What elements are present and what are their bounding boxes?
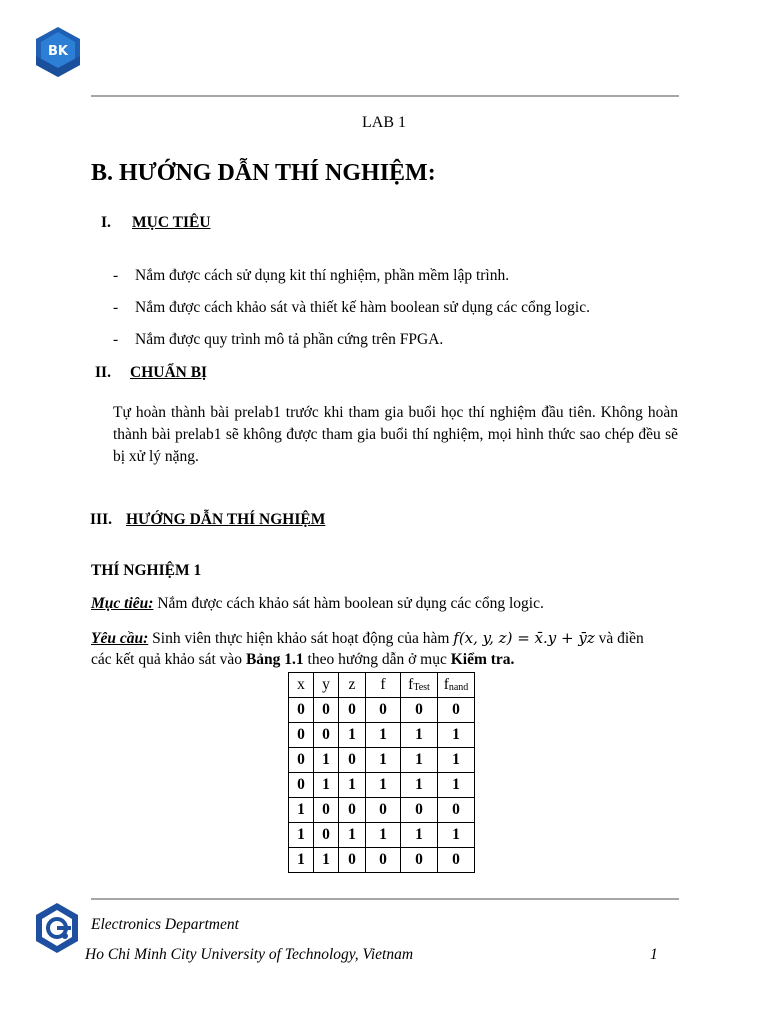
section-number: II. [95, 364, 111, 381]
column-header-fnand [438, 673, 475, 698]
table-cell: 1 [289, 823, 314, 848]
list-item-text: Nắm được cách sử dụng kit thí nghiệm, phần mềm lập trình. [135, 267, 510, 284]
table-row [289, 798, 475, 823]
main-heading: B. HƯỚNG DẪN THÍ NGHIỆM: [91, 160, 436, 186]
list-item [113, 267, 509, 285]
page-number: 1 [650, 946, 658, 963]
table-cell: 0 [339, 798, 366, 823]
table-cell: 1 [401, 748, 438, 773]
table-cell: 0 [401, 698, 438, 723]
list-item [113, 331, 443, 349]
table-cell: 1 [366, 823, 401, 848]
table-row [289, 823, 475, 848]
column-header-x: x [289, 673, 314, 698]
table-cell: 0 [366, 848, 401, 873]
boolean-formula: f(x, y, z) = x̄.y + ȳz [453, 629, 595, 647]
table-cell: 1 [366, 748, 401, 773]
table-cell: 1 [401, 773, 438, 798]
table-cell: 0 [314, 798, 339, 823]
column-header-ftest [401, 673, 438, 698]
column-header-f: f [366, 673, 401, 698]
department-logo [34, 902, 80, 954]
table-cell: 1 [314, 748, 339, 773]
column-header-y: y [314, 673, 339, 698]
table-cell: 1 [438, 723, 475, 748]
table-cell: 0 [438, 848, 475, 873]
table-cell: 0 [289, 698, 314, 723]
section-title: MỤC TIÊU [132, 214, 211, 231]
header-divider [91, 95, 679, 97]
table-row [289, 748, 475, 773]
requirement-text: theo hướng dẫn ở mục [303, 651, 451, 668]
header-subscript: nand [448, 682, 469, 693]
requirement-label: Yêu cầu: [91, 630, 149, 647]
table-cell: 1 [366, 723, 401, 748]
footer-university: Ho Chi Minh City University of Technology, Vietnam [85, 946, 414, 963]
table-cell: 1 [339, 723, 366, 748]
table-cell: 1 [438, 748, 475, 773]
header-base: f [408, 676, 414, 693]
bullet-dash: - [113, 299, 119, 316]
table-row [289, 848, 475, 873]
table-cell: 1 [438, 773, 475, 798]
section-number: I. [101, 214, 111, 231]
requirement-text: các kết quả khảo sát vào [91, 651, 246, 668]
table-cell: 1 [339, 773, 366, 798]
table-cell: 1 [314, 848, 339, 873]
table-cell: 1 [366, 773, 401, 798]
requirement-line-2 [91, 651, 514, 669]
table-cell: 0 [438, 798, 475, 823]
bullet-dash: - [113, 331, 119, 348]
table-cell: 1 [339, 823, 366, 848]
table-cell: 1 [289, 848, 314, 873]
footer-divider [91, 898, 679, 900]
list-item [113, 299, 590, 317]
logo-text: BK [48, 44, 68, 59]
column-header-z: z [339, 673, 366, 698]
section-instructions-heading [90, 511, 325, 529]
section-number: III. [90, 511, 112, 528]
requirement-line [91, 629, 711, 648]
header-subscript: Test [413, 682, 430, 693]
experiment-title: THÍ NGHIỆM 1 [91, 562, 202, 579]
table-row [289, 698, 475, 723]
table-cell: 0 [314, 698, 339, 723]
table-reference: Bảng 1.1 [245, 651, 304, 668]
header-base: f [443, 676, 449, 693]
requirement-text: Sinh viên thực hiện khảo sát hoạt động của hàm [148, 630, 454, 647]
table-cell: 0 [289, 773, 314, 798]
list-item-text: Nắm được cách khảo sát và thiết kế hàm boolean sử dụng các cổng logic. [135, 299, 590, 316]
table-cell: 0 [314, 723, 339, 748]
truth-table [288, 672, 475, 873]
table-cell: 1 [401, 823, 438, 848]
table-header-row [289, 673, 475, 698]
table-cell: 0 [339, 698, 366, 723]
list-item-text: Nắm được quy trình mô tả phần cứng trên FPGA. [135, 331, 444, 348]
section-objectives-heading [101, 214, 211, 232]
check-reference: Kiểm tra. [450, 651, 515, 668]
lab-title: LAB 1 [362, 114, 406, 131]
table-row [289, 773, 475, 798]
table-cell: 0 [401, 798, 438, 823]
table-cell: 0 [314, 823, 339, 848]
objective-line [91, 595, 544, 613]
bullet-dash: - [113, 267, 119, 284]
table-cell: 1 [314, 773, 339, 798]
objective-text: Nắm được cách khảo sát hàm boolean sử dụng các cổng logic. [153, 595, 544, 612]
objective-label: Mục tiêu: [91, 595, 154, 612]
table-cell: 1 [438, 823, 475, 848]
table-row [289, 723, 475, 748]
preparation-paragraph: Tự hoàn thành bài prelab1 trước khi tham gia buổi học thí nghiệm đầu tiên. Không hoàn thành bài prelab1 sẽ không được tham gia buổi thí nghiệm, mọi hình thức sao chép đều sẽ bị xử lý nặng. [113, 404, 678, 465]
table-cell: 0 [289, 748, 314, 773]
table-cell: 0 [339, 748, 366, 773]
section-preparation-heading [95, 364, 207, 382]
table-cell: 0 [366, 698, 401, 723]
section-title: CHUẨN BỊ [130, 364, 208, 381]
table-cell: 0 [289, 723, 314, 748]
table-cell: 0 [339, 848, 366, 873]
table-cell: 1 [401, 723, 438, 748]
section-title: HƯỚNG DẪN THÍ NGHIỆM [126, 511, 326, 528]
university-logo [33, 26, 83, 78]
table-cell: 0 [438, 698, 475, 723]
table-cell: 1 [289, 798, 314, 823]
requirement-text-end: và điền [594, 630, 644, 647]
footer-department: Electronics Department [91, 916, 239, 933]
table-cell: 0 [366, 798, 401, 823]
table-cell: 0 [401, 848, 438, 873]
